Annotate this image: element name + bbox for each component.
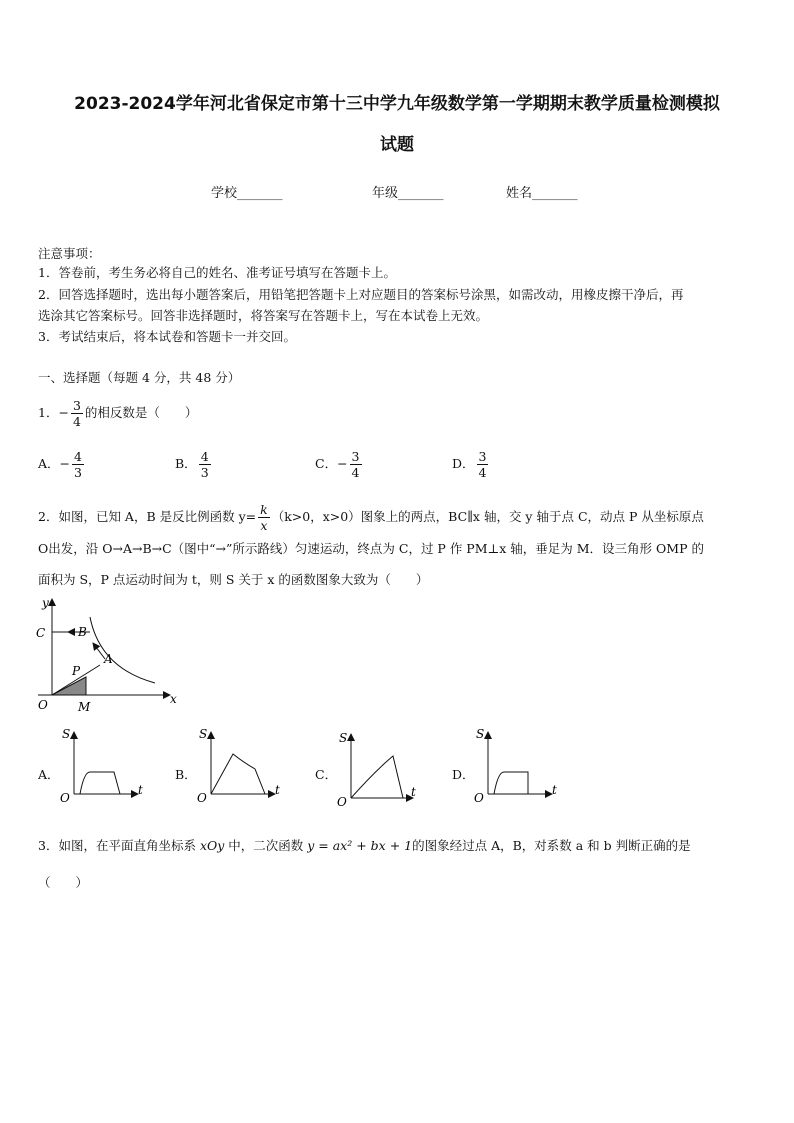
q3-text-b: 中，二次函数 bbox=[224, 838, 308, 853]
graph-curve bbox=[211, 754, 265, 794]
q3-text-a: 3．如图，在平面直角坐标系 bbox=[38, 838, 200, 853]
question-2-line1 bbox=[38, 502, 704, 533]
q2-text-b: （k>0，x>0）图象上的两点，BC∥x 轴，交 y 轴于点 C，动点 P 从坐标原点 bbox=[271, 509, 704, 524]
option-fraction bbox=[477, 449, 489, 480]
q2-option-b-graph bbox=[195, 724, 290, 809]
fig-label-b: B bbox=[78, 625, 87, 639]
notice-item-2-line1: 2．回答选择题时，选出每小题答案后，用铅笔把答题卡上对应题目的答案标号涂黑，如需改动，用橡皮擦干净后，再 bbox=[38, 287, 684, 302]
q3-formula: y = ax² + bx + 1 bbox=[307, 838, 413, 853]
option-fraction bbox=[350, 449, 362, 480]
option-fraction bbox=[199, 449, 211, 480]
frac-num: 3 bbox=[478, 449, 487, 464]
graph-curve bbox=[488, 772, 528, 794]
question-3-line2: （ ） bbox=[38, 875, 89, 890]
s-label: S bbox=[62, 727, 71, 741]
hyperbola-curve bbox=[90, 617, 155, 683]
notice-item-3: 3．考试结束后，将本试卷和答题卡一并交回。 bbox=[38, 329, 296, 344]
name-field: 姓名_______ bbox=[506, 186, 578, 201]
frac-den: x bbox=[260, 518, 268, 533]
q3-xoy: xOy bbox=[199, 838, 225, 853]
section-heading: 一、选择题（每题 4 分，共 48 分） bbox=[38, 370, 241, 385]
q2-option-b-label: B． bbox=[175, 767, 197, 782]
grade-field: 年级_______ bbox=[372, 186, 444, 201]
school-field: 学校_______ bbox=[211, 186, 283, 201]
exam-title-line1: 2023-2024学年河北省保定市第十三中学九年级数学第一学期期末教学质量检测模拟 bbox=[74, 94, 720, 114]
t-label: t bbox=[138, 783, 143, 797]
q1-suffix: 的相反数是（ ） bbox=[84, 405, 198, 420]
t-label: t bbox=[552, 783, 557, 797]
o-label: O bbox=[60, 791, 70, 805]
fig-label-a: A bbox=[104, 652, 113, 666]
graph-curve bbox=[351, 756, 403, 798]
q1-fraction bbox=[71, 398, 83, 429]
fig-label-y: y bbox=[42, 596, 49, 610]
o-label: O bbox=[474, 791, 484, 805]
s-label: S bbox=[476, 727, 485, 741]
q1-option-c bbox=[315, 449, 364, 480]
frac-num: 4 bbox=[74, 449, 82, 464]
q1-prefix: 1．− bbox=[38, 405, 69, 420]
question-3-line1 bbox=[38, 835, 691, 856]
q2-text-a: 2．如图，已知 A，B 是反比例函数 y= bbox=[38, 509, 257, 524]
s-label: S bbox=[199, 727, 208, 741]
frac-den: 4 bbox=[351, 465, 360, 480]
q2-option-d-graph bbox=[472, 724, 567, 809]
q2-fraction bbox=[258, 502, 270, 533]
question-2-line2: O出发，沿 O→A→B→C（图中“→”所示路线）匀速运动，终点为 C，过 P 作 PM⊥x 轴，垂足为 M．设三角形 OMP 的 bbox=[38, 541, 704, 556]
option-label: C．− bbox=[315, 456, 348, 471]
option-label: A．− bbox=[38, 456, 71, 471]
q3-text-c: 的图象经过点 A，B，对系数 a 和 b 判断正确的是 bbox=[412, 838, 691, 853]
o-label: O bbox=[337, 795, 347, 809]
fig-label-x: x bbox=[170, 692, 177, 706]
q2-main-figure bbox=[30, 593, 190, 718]
frac-num: k bbox=[260, 502, 268, 517]
o-label: O bbox=[197, 791, 207, 805]
frac-den: 3 bbox=[200, 465, 209, 480]
frac-num: 3 bbox=[351, 449, 360, 464]
question-1 bbox=[38, 398, 197, 429]
option-label: D． bbox=[452, 456, 475, 471]
fig-label-c: C bbox=[36, 626, 46, 640]
q1-option-b bbox=[175, 449, 213, 480]
frac-den: 4 bbox=[478, 465, 487, 480]
fig-label-m: M bbox=[78, 700, 91, 714]
question-2-line3: 面积为 S，P 点运动时间为 t，则 S 关于 x 的函数图象大致为（ ） bbox=[38, 572, 429, 587]
q1-frac-den: 4 bbox=[72, 414, 81, 429]
option-label: B． bbox=[175, 456, 197, 471]
q1-frac-num: 3 bbox=[72, 398, 81, 413]
q2-option-c-label: C． bbox=[315, 767, 338, 782]
t-label: t bbox=[275, 783, 280, 797]
option-fraction bbox=[72, 449, 84, 480]
notice-item-2-line2: 选涂其它答案标号。回答非选择题时，将答案写在答题卡上，写在本试卷上无效。 bbox=[38, 308, 489, 323]
t-label: t bbox=[411, 785, 416, 799]
triangle-omp bbox=[52, 677, 86, 695]
q2-option-c-graph bbox=[335, 726, 425, 811]
q1-option-d bbox=[452, 449, 490, 480]
q2-option-a-graph bbox=[58, 724, 153, 809]
fig-label-o: O bbox=[38, 698, 48, 712]
graph-curve bbox=[74, 772, 120, 794]
notice-heading: 注意事项： bbox=[38, 246, 101, 261]
frac-num: 4 bbox=[200, 449, 209, 464]
fig-label-p: P bbox=[72, 664, 81, 678]
frac-den: 3 bbox=[74, 465, 82, 480]
q1-option-a bbox=[38, 449, 86, 480]
s-label: S bbox=[339, 731, 348, 745]
q2-option-a-label: A． bbox=[38, 767, 60, 782]
exam-title-line2: 试题 bbox=[380, 135, 414, 155]
notice-item-1: 1．答卷前，考生务必将自己的姓名、准考证号填写在答题卡上。 bbox=[38, 265, 396, 280]
q2-option-d-label: D． bbox=[452, 767, 475, 782]
